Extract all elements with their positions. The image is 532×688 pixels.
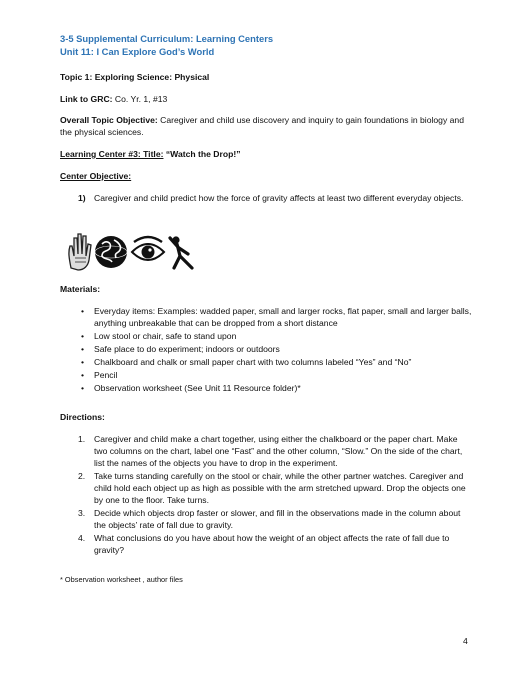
footnote: * Observation worksheet , author files xyxy=(60,575,183,584)
list-item xyxy=(60,470,472,506)
list-item xyxy=(60,507,472,531)
objective-label: Overall Topic Objective: xyxy=(60,115,158,125)
direction-item: Take turns standing carefully on the stool or chair, while the other partner watches. Caregiver and child hold each object up as high as possible with the arm stretched upward. Drop the objects one by one to the floor. Take turns. xyxy=(94,471,466,505)
list-number: 1) xyxy=(78,193,86,203)
objective-text: Caregiver and child use discovery and inquiry to gain foundations in biology and the physical sciences. xyxy=(60,115,464,137)
center-objective-label: Center Objective: xyxy=(60,171,132,181)
list-number: 2. xyxy=(78,471,86,481)
bullet-icon: • xyxy=(81,370,85,380)
material-item: Low stool or chair, safe to stand upon xyxy=(94,331,237,341)
list-item xyxy=(60,382,472,394)
material-item: Everyday items: Examples: wadded paper, small and larger rocks, flat paper, small and larger balls, anything unbreakable that can be dropped from a short distance xyxy=(94,306,472,328)
list-item xyxy=(60,356,472,368)
directions-heading xyxy=(60,411,472,423)
list-item xyxy=(60,369,472,381)
list-item xyxy=(60,192,472,204)
list-number: 4. xyxy=(78,533,86,543)
center-objective-list xyxy=(60,192,472,204)
link-label: Link to GRC: xyxy=(60,94,113,104)
center-objective-heading xyxy=(60,170,472,182)
center-objective-text: Caregiver and child predict how the force of gravity affects at least two different everyday objects. xyxy=(94,193,464,203)
list-item xyxy=(60,532,472,556)
materials-list xyxy=(60,305,472,395)
directions-list xyxy=(60,433,472,556)
bullet-icon: • xyxy=(81,331,85,341)
direction-item: What conclusions do you have about how the weight of an object affects the rate of fall due to gravity? xyxy=(94,533,450,555)
hand-icon xyxy=(69,234,91,270)
material-item: Chalkboard and chalk or small paper chart with two columns labeled “Yes” and “No” xyxy=(94,357,412,367)
bullet-icon: • xyxy=(81,306,85,316)
list-number: 3. xyxy=(78,508,86,518)
direction-item: Decide which objects drop faster or slower, and fill in the observations made in the column about the objects’ rate of fall due to gravity. xyxy=(94,508,461,530)
materials-heading xyxy=(60,283,472,295)
material-item: Pencil xyxy=(94,370,118,380)
materials-label: Materials: xyxy=(60,284,101,294)
list-item xyxy=(60,433,472,469)
page-number: 4 xyxy=(463,636,468,646)
center-title: “Watch the Drop!” xyxy=(163,149,241,159)
topic-label: Topic 1: Exploring Science: Physical xyxy=(60,72,210,82)
topic-line xyxy=(60,71,472,83)
list-item xyxy=(60,305,472,329)
objective-icons xyxy=(66,228,196,274)
material-item: Observation worksheet (See Unit 11 Resource folder)* xyxy=(94,383,301,393)
globe-icon xyxy=(95,236,127,268)
material-item: Safe place to do experiment; indoors or outdoors xyxy=(94,344,280,354)
bullet-icon: • xyxy=(81,357,85,367)
center-label: Learning Center #3: Title: xyxy=(60,149,164,159)
bullet-icon: • xyxy=(81,383,85,393)
list-item xyxy=(60,330,472,342)
center-title-line xyxy=(60,148,472,160)
stretching-figure-icon xyxy=(170,236,192,268)
header-line-2: Unit 11: I Can Explore God’s World xyxy=(60,45,215,57)
list-item xyxy=(60,343,472,355)
eye-icon xyxy=(132,237,164,260)
bullet-icon: • xyxy=(81,344,85,354)
direction-item: Caregiver and child make a chart together, using either the chalkboard or the paper chart. Make two columns on the chart, label one “Fast” and the other column, “Slow.” On the side of the chart, list the names of the objects you have to drop in the experiment. xyxy=(94,434,463,468)
directions-label: Directions: xyxy=(60,412,105,422)
link-value: Co. Yr. 1, #13 xyxy=(112,94,168,104)
header-line-1: 3-5 Supplemental Curriculum: Learning Centers xyxy=(60,33,274,44)
overall-objective xyxy=(60,114,472,138)
document-header xyxy=(60,33,472,58)
list-number: 1. xyxy=(78,434,86,444)
link-line xyxy=(60,93,472,105)
